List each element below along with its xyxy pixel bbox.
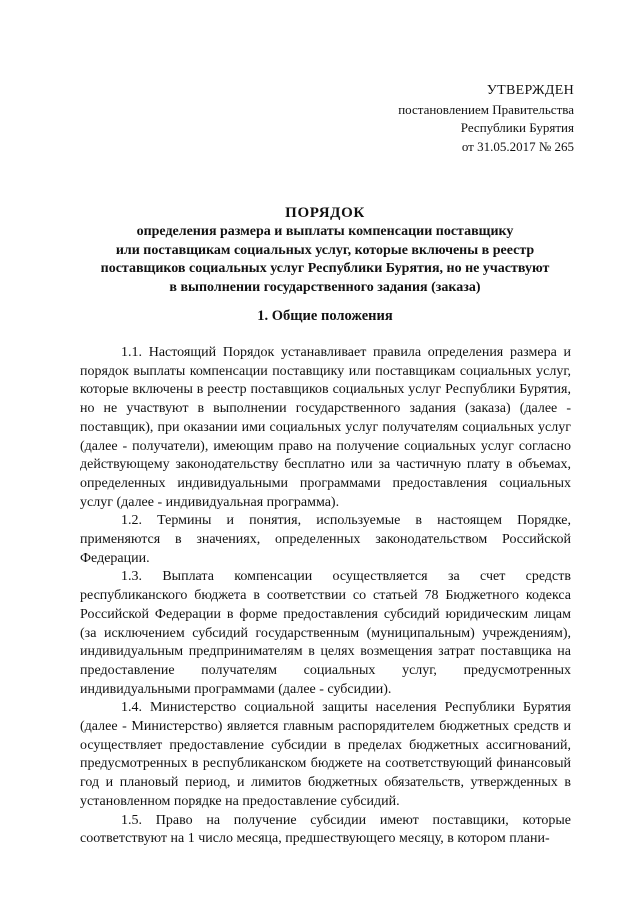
document-subtitle-line-2: или поставщикам социальных услуг, которые включены в реестр — [115, 242, 535, 258]
approval-heading: УТВЕРЖДЕН — [486, 83, 574, 98]
approval-region: Республики Бурятия — [460, 120, 574, 135]
paragraph-1-1: 1.1. Настоящий Порядок устанавливает правила определения размера и порядок выплаты компенсации поставщику или поставщикам социальных услуг, которые включены в реестр поставщиков социальных услуг Республики Бурятия, но не участвуют в выполнении государственного задания (заказа) (далее - поставщик), при оказании ими социальных услуг получателям социальных услуг (далее - получатели), имеющим право на получение социальных услуг согласно действующему законодательству бесплатно или за частичную плату в объемах, определенных индивидуальными программами предоставления социальных услуг (далее - индивидуальная программа). — [80, 345, 571, 510]
approval-stamp — [398, 82, 574, 156]
paragraph-1-2: 1.2. Термины и понятия, используемые в настоящем Порядке, применяются в значениях, определенных законодательством Российской Федерации. — [80, 513, 571, 566]
document-subtitle-line-1: определения размера и выплаты компенсации поставщику — [136, 224, 514, 239]
section-heading: 1. Общие положения — [257, 308, 393, 324]
paragraph-1-4: 1.4. Министерство социальной защиты населения Республики Бурятия (далее - Министерство) является главным распорядителем бюджетных средств и осуществляет предоставление субсидии в пределах бюджетных ассигнований, предусмотренных в республиканском бюджете на соответствующий финансовый год и плановый период, и лимитов бюджетных обязательств, утвержденных в установленном порядке на предоставление субсидий. — [80, 700, 571, 809]
document-subtitle-line-4: в выполнении государственного задания (заказа) — [169, 279, 481, 295]
section-body — [80, 344, 571, 849]
document-title-block — [80, 204, 570, 297]
document-title: ПОРЯДОК — [285, 205, 365, 221]
approval-issuer: постановлением Правительства — [398, 101, 574, 117]
approval-date-number: от 31.05.2017 № 265 — [461, 138, 574, 154]
document-subtitle-line-3: поставщиков социальных услуг Республики Бурятия, но не участвуют — [100, 261, 550, 277]
paragraph-1-5: 1.5. Право на получение субсидии имеют поставщики, которые соответствуют на 1 число месяца, предшествующего месяцу, в котором плани- — [80, 812, 571, 847]
paragraph-1-3: 1.3. Выплата компенсации осуществляется за счет средств республиканского бюджета в соответствии со статьей 78 Бюджетного кодекса Российской Федерации в форме предоставления субсидий юридическим лицам (за исключением субсидий государственным (муниципальным) учреждениям), индивидуальным предпринимателям в целях возмещения затрат поставщика на предоставление получателям социальных услуг, предусмотренных индивидуальными программами (далее - субсидии). — [80, 569, 571, 697]
